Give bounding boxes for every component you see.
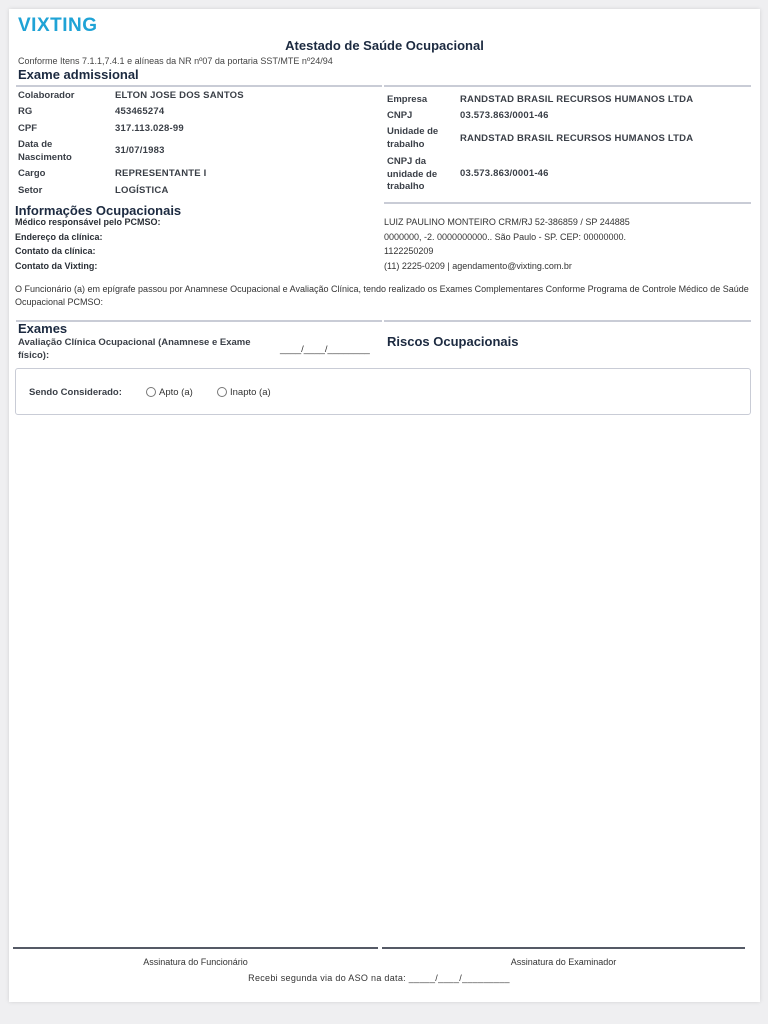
document-title: Atestado de Saúde Ocupacional: [285, 38, 484, 53]
exams-section-title: Exames: [18, 321, 68, 336]
examiner-signature-line: [382, 947, 745, 949]
employee-birthdate-label: Data de Nascimento: [18, 139, 72, 163]
company-name-label: Empresa: [387, 94, 428, 105]
exam-section-title: Exame admissional: [18, 67, 139, 82]
document-page: [9, 9, 760, 1002]
unfit-radio-icon[interactable]: [217, 387, 227, 397]
document-subtitle: Conforme Itens 7.1.1,7.4.1 e alíneas da NR nº07 da portaria SST/MTE nº24/94: [18, 56, 333, 66]
clinic-contact-label: Contato da clínica:: [15, 246, 96, 256]
employee-cpf-label: CPF: [18, 123, 37, 134]
vixting-contact-value: (11) 2225-0209 | agendamento@vixting.com.br: [384, 261, 572, 271]
vixting-contact-label: Contato da Vixting:: [15, 261, 98, 271]
pcmso-statement: O Funcionário (a) em epígrafe passou por Anamnese Ocupacional e Avaliação Clínica, tendo realizado os Exames Complementares Conforme Programa de Controle Médico de Saúde Ocupacional PCMSO:: [15, 284, 749, 307]
employee-signature-line: [13, 947, 378, 949]
second-copy-receipt: Recebi segunda via do ASO na data: _____/____/_________: [248, 973, 510, 983]
fit-option-label: Apto (a): [159, 387, 193, 398]
employee-name-label: Colaborador: [18, 90, 75, 101]
examiner-signature-label: Assinatura do Examinador: [510, 957, 617, 967]
assessment-box: [15, 368, 751, 415]
employee-sector-value: LOGÍSTICA: [115, 185, 169, 196]
doctor-label: Médico responsável pelo PCMSO:: [15, 217, 161, 227]
work-unit-label: Unidade de trabalho: [387, 126, 439, 150]
employee-sector-label: Setor: [18, 185, 43, 196]
employee-rg-label: RG: [18, 106, 33, 117]
exam-right-divider: [384, 85, 751, 87]
doctor-value: LUIZ PAULINO MONTEIRO CRM/RJ 52-386859 / SP 244885: [384, 217, 630, 227]
fit-option[interactable]: [146, 387, 193, 398]
risks-section-title: Riscos Ocupacionais: [387, 334, 519, 349]
company-name-value: RANDSTAD BRASIL RECURSOS HUMANOS LTDA: [460, 94, 694, 105]
work-unit-value: RANDSTAD BRASIL RECURSOS HUMANOS LTDA: [460, 133, 694, 144]
occupational-right-divider: [384, 202, 751, 204]
exams-right-divider: [384, 320, 751, 322]
employee-role-label: Cargo: [18, 168, 46, 179]
exam-left-divider: [16, 85, 382, 87]
employee-role-value: REPRESENTANTE I: [115, 168, 207, 179]
assessment-label: Sendo Considerado:: [29, 387, 122, 398]
employee-name-value: ELTON JOSE DOS SANTOS: [115, 90, 244, 101]
clinical-evaluation-label: Avaliação Clínica Ocupacional (Anamnese e Exame físico):: [18, 337, 251, 361]
vixting-logo: VIXTING: [18, 15, 98, 36]
occupational-section-title: Informações Ocupacionais: [15, 203, 182, 218]
clinic-address-label: Endereço da clínica:: [15, 232, 103, 242]
employee-signature-label: Assinatura do Funcionário: [143, 957, 248, 967]
unfit-option[interactable]: [217, 387, 271, 398]
clinical-evaluation-date: ____/____/________: [280, 344, 370, 355]
employee-cpf-value: 317.113.028-99: [115, 123, 184, 134]
fit-radio-icon[interactable]: [146, 387, 156, 397]
work-unit-cnpj-label: CNPJ da unidade de trabalho: [387, 156, 438, 192]
clinic-contact-value: 1122250209: [384, 246, 434, 256]
company-cnpj-value: 03.573.863/0001-46: [460, 110, 549, 121]
exams-left-divider: [16, 320, 382, 322]
unfit-option-label: Inapto (a): [230, 387, 271, 398]
work-unit-cnpj-value: 03.573.863/0001-46: [460, 168, 549, 179]
employee-rg-value: 453465274: [115, 106, 165, 117]
company-cnpj-label: CNPJ: [387, 110, 413, 121]
employee-birthdate-value: 31/07/1983: [115, 145, 165, 156]
clinic-address-value: 0000000, -2. 0000000000.. São Paulo - SP. CEP: 00000000.: [384, 232, 627, 242]
